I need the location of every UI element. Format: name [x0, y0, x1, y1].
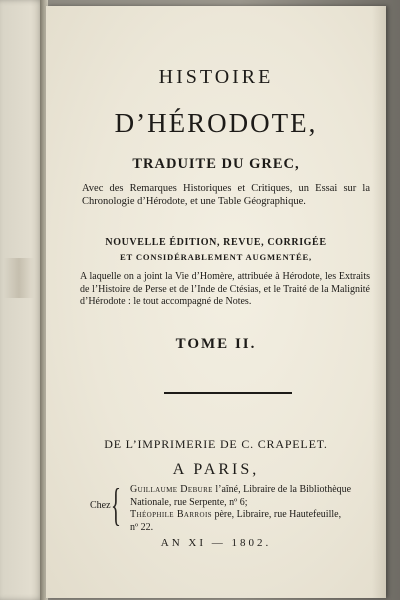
- bookseller-1-line-2: Nationale, rue Serpente, nº 6;: [130, 496, 248, 508]
- title-line-2: D’HÉRODOTE,: [114, 108, 318, 138]
- bleed-through-mark: [4, 258, 34, 298]
- bookseller-1-name: Guillaume Debure: [130, 484, 213, 495]
- booksellers-block: [130, 484, 372, 534]
- chez-label: Chez: [90, 500, 111, 511]
- bookseller-1-line-1: [130, 484, 372, 497]
- subtitle: TRADUITE DU GREC,: [132, 156, 300, 172]
- edition-statement: [46, 236, 386, 264]
- city-line: A PARIS,: [172, 461, 260, 478]
- volume-number: TOME II.: [175, 336, 257, 352]
- brace-glyph: {: [111, 479, 121, 530]
- edition-line-2: ET CONSIDÉRABLEMENT AUGMENTÉE,: [119, 252, 312, 262]
- remarks-paragraph: Avec des Remarques Historiques et Critiques, un Essai sur la Chronologie d’Hérodote, et une Table Géographique.: [82, 183, 370, 207]
- decorative-rule: [164, 392, 292, 394]
- bookseller-2-line-2: nº 22.: [130, 521, 154, 533]
- bookseller-2-line-1: [130, 509, 372, 522]
- contents-paragraph: A laquelle on a joint la Vie d’Homère, attribuée à Hérodote, les Extraits de l’Histoire de Perse et de l’Inde de Ctésias, et le Traité de la Malignité d’Hérodote : le tout accompagné de Notes.: [80, 271, 370, 307]
- title-page: [46, 6, 386, 598]
- page-edge-shadow: [372, 6, 386, 598]
- facing-page: [0, 0, 44, 600]
- bookseller-2-name: Théophile Barrois: [130, 509, 212, 520]
- bookseller-2-detail: père, Libraire, rue Hautefeuille,: [211, 509, 342, 520]
- edition-line-1: NOUVELLE ÉDITION, REVUE, CORRIGÉE: [105, 237, 327, 248]
- bookseller-1-detail: l’aîné, Libraire de la Bibliothèque: [212, 484, 352, 495]
- printer-line: DE L’IMPRIMERIE DE C. CRAPELET.: [104, 437, 328, 451]
- title-line-1: HISTOIRE: [158, 66, 274, 88]
- publication-date: AN XI — 1802.: [160, 537, 272, 549]
